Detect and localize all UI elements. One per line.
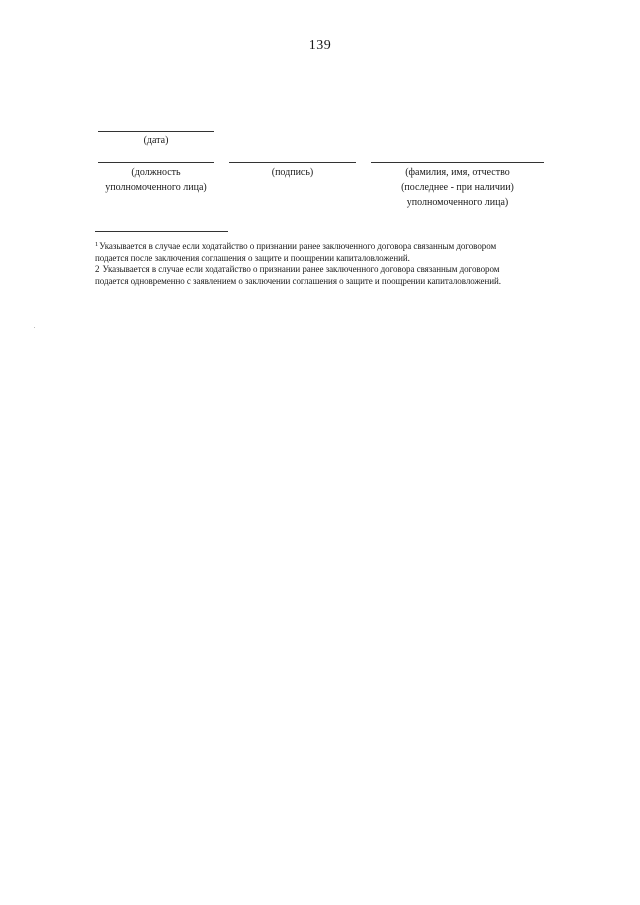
full-name-caption-line1: (фамилия, имя, отчество xyxy=(405,167,510,178)
footnote-1 xyxy=(95,239,565,253)
date-caption: (дата) xyxy=(143,135,169,146)
page-number: 139 xyxy=(308,38,332,53)
footnotes xyxy=(95,239,565,287)
footnote-1-marker: 1 xyxy=(95,241,99,248)
position-caption-line1: (должность xyxy=(131,167,181,178)
scan-speck xyxy=(34,327,35,328)
full-name-caption-line3: уполномоченного лица) xyxy=(406,197,509,208)
full-name-signature-line xyxy=(371,162,544,163)
full-name-caption xyxy=(371,165,544,210)
footnote-2-continuation xyxy=(95,276,565,288)
footnote-1-continuation xyxy=(95,253,565,265)
position-signature-line xyxy=(98,162,214,163)
signature-line xyxy=(229,162,356,163)
footnote-1-line2: подается после заключения соглашения о защите и поощрении капиталовложений. xyxy=(95,252,410,263)
date-signature-line xyxy=(98,131,214,132)
footnote-2-marker: 2 xyxy=(95,264,100,274)
position-caption-line2: уполномоченного лица) xyxy=(105,182,207,193)
footnote-1-line1: Указывается в случае если ходатайство о признании ранее заключенного договора связанным договором xyxy=(99,241,497,251)
footnote-2-line2: подается одновременно с заявлением о заключении соглашения о защите и поощрении капиталовложений. xyxy=(95,275,501,286)
signature-caption: (подпись) xyxy=(271,167,314,178)
footnote-separator xyxy=(95,231,228,232)
position-caption xyxy=(86,165,226,195)
full-name-caption-line2: (последнее - при наличии) xyxy=(401,182,514,193)
footnote-2-line1: Указывается в случае если ходатайство о признании ранее заключенного договора связанным договором xyxy=(102,264,500,274)
footnote-2 xyxy=(95,264,565,276)
